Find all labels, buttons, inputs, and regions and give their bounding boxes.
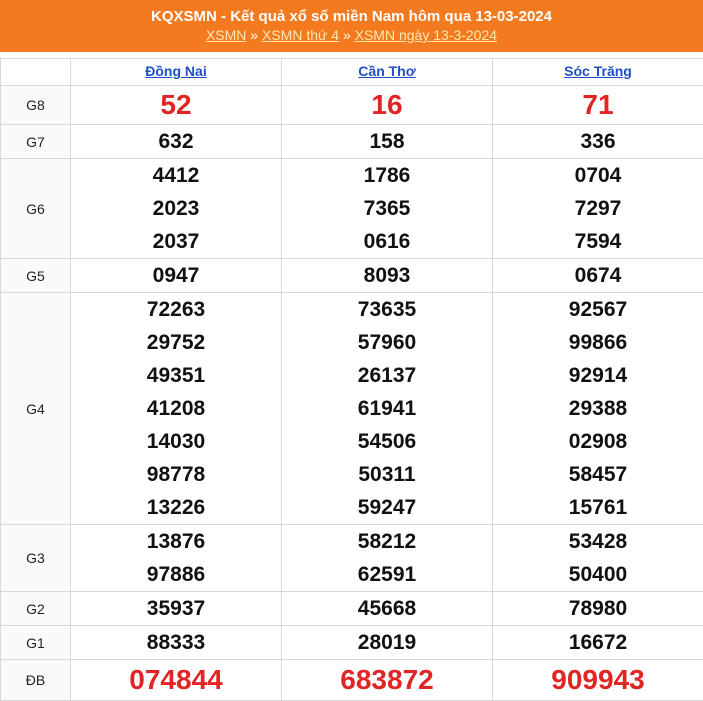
- breadcrumb-xsmn-date[interactable]: XSMN ngày 13-3-2024: [354, 27, 498, 43]
- prize-number: 16672: [568, 631, 628, 654]
- prize-number: 92914: [568, 364, 628, 387]
- prize-number: 53428: [568, 530, 628, 553]
- corner-cell: [1, 59, 71, 86]
- prize-label: G7: [1, 125, 71, 159]
- prize-label: G5: [1, 259, 71, 293]
- breadcrumb: [0, 27, 703, 43]
- prize-cell: [282, 525, 493, 592]
- prize-number: 074844: [129, 664, 223, 695]
- prize-cell: [282, 626, 493, 660]
- prize-cell: [493, 86, 703, 125]
- prize-row-g1: [1, 626, 703, 660]
- prize-cell: [282, 259, 493, 293]
- province-link-can-tho[interactable]: Cần Thơ: [358, 63, 416, 79]
- prize-cell: [493, 259, 703, 293]
- prize-row-g6: [1, 159, 703, 259]
- prize-cell: [493, 293, 703, 525]
- prize-number: 4412: [152, 164, 200, 187]
- prize-row-g3: [1, 525, 703, 592]
- prize-row-g2: [1, 592, 703, 626]
- prize-number: 72263: [146, 298, 206, 321]
- prize-number: 26137: [357, 364, 417, 387]
- prize-number: 45668: [357, 597, 417, 620]
- prize-row-đb: [1, 660, 703, 701]
- prize-cell: [493, 159, 703, 259]
- prize-number: 7297: [574, 197, 622, 220]
- prize-number: 28019: [357, 631, 417, 654]
- prize-number: 14030: [146, 430, 206, 453]
- prize-label: G1: [1, 626, 71, 660]
- prize-number: 62591: [357, 563, 417, 586]
- breadcrumb-xsmn-weekday[interactable]: XSMN thứ 4: [261, 27, 340, 43]
- prize-number: 336: [580, 130, 616, 153]
- prize-number: 2023: [152, 197, 200, 220]
- prize-cell: [71, 626, 282, 660]
- prize-number: 59247: [357, 496, 417, 519]
- prize-cell: [493, 525, 703, 592]
- page-title: KQXSMN - Kết quả xổ số miền Nam hôm qua 13-03-2024: [151, 8, 552, 25]
- prize-number: 41208: [146, 397, 206, 420]
- prize-cell: [493, 626, 703, 660]
- prize-number: 2037: [152, 230, 200, 253]
- prize-number: 0704: [574, 164, 622, 187]
- prize-row-g4: [1, 293, 703, 525]
- prize-cell: [71, 525, 282, 592]
- prize-number: 02908: [568, 430, 628, 453]
- prize-number: 683872: [340, 664, 434, 695]
- breadcrumb-xsmn[interactable]: XSMN: [205, 27, 247, 43]
- province-link-dong-nai[interactable]: Đồng Nai: [145, 63, 207, 79]
- prize-number: 29388: [568, 397, 628, 420]
- prize-label: G6: [1, 159, 71, 259]
- prize-number: 88333: [146, 631, 206, 654]
- prize-number: 92567: [568, 298, 628, 321]
- prize-number: 13226: [146, 496, 206, 519]
- prize-label: ĐB: [1, 660, 71, 701]
- prize-number: 50400: [568, 563, 628, 586]
- prize-number: 49351: [146, 364, 206, 387]
- prize-number: 158: [369, 130, 405, 153]
- prize-number: 0947: [152, 264, 200, 287]
- prize-number: 632: [158, 130, 194, 153]
- prize-number: 16: [371, 89, 403, 120]
- prize-number: 8093: [363, 264, 411, 287]
- prize-number: 78980: [568, 597, 628, 620]
- province-header: [71, 59, 282, 86]
- prize-label: G3: [1, 525, 71, 592]
- province-header: [493, 59, 703, 86]
- prize-number: 58212: [357, 530, 417, 553]
- prize-cell: [282, 592, 493, 626]
- breadcrumb-separator: »: [250, 27, 259, 43]
- prize-cell: [282, 86, 493, 125]
- prize-number: 29752: [146, 331, 206, 354]
- prize-cell: [71, 125, 282, 159]
- prize-cell: [493, 660, 703, 701]
- prize-number: 1786: [363, 164, 411, 187]
- prize-number: 52: [160, 89, 192, 120]
- prize-number: 61941: [357, 397, 417, 420]
- prize-cell: [493, 125, 703, 159]
- prize-number: 98778: [146, 463, 206, 486]
- prize-cell: [71, 259, 282, 293]
- prize-cell: [282, 293, 493, 525]
- prize-number: 57960: [357, 331, 417, 354]
- prize-cell: [71, 293, 282, 525]
- prize-number: 15761: [568, 496, 628, 519]
- prize-row-g8: [1, 86, 703, 125]
- prize-number: 35937: [146, 597, 206, 620]
- breadcrumb-separator: »: [342, 27, 351, 43]
- page-header: [0, 0, 703, 52]
- province-header: [282, 59, 493, 86]
- province-link-soc-trang[interactable]: Sóc Trăng: [564, 63, 632, 79]
- prize-number: 97886: [146, 563, 206, 586]
- prize-number: 58457: [568, 463, 628, 486]
- prize-number: 50311: [358, 463, 416, 486]
- prize-number: 7594: [574, 230, 622, 253]
- prize-number: 73635: [357, 298, 417, 321]
- prize-row-g7: [1, 125, 703, 159]
- prize-number: 71: [582, 89, 614, 120]
- prize-number: 99866: [568, 331, 628, 354]
- prize-cell: [71, 159, 282, 259]
- prize-number: 0674: [574, 264, 622, 287]
- prize-number: 54506: [357, 430, 417, 453]
- province-header-row: [1, 59, 703, 86]
- prize-cell: [71, 660, 282, 701]
- prize-number: 13876: [146, 530, 206, 553]
- prize-row-g5: [1, 259, 703, 293]
- prize-cell: [71, 592, 282, 626]
- prize-cell: [71, 86, 282, 125]
- prize-cell: [282, 159, 493, 259]
- prize-label: G8: [1, 86, 71, 125]
- results-table: [0, 58, 703, 701]
- prize-cell: [282, 660, 493, 701]
- prize-cell: [282, 125, 493, 159]
- prize-cell: [493, 592, 703, 626]
- prize-label: G2: [1, 592, 71, 626]
- prize-number: 0616: [363, 230, 411, 253]
- prize-label: G4: [1, 293, 71, 525]
- prize-number: 7365: [363, 197, 411, 220]
- prize-number: 909943: [551, 664, 645, 695]
